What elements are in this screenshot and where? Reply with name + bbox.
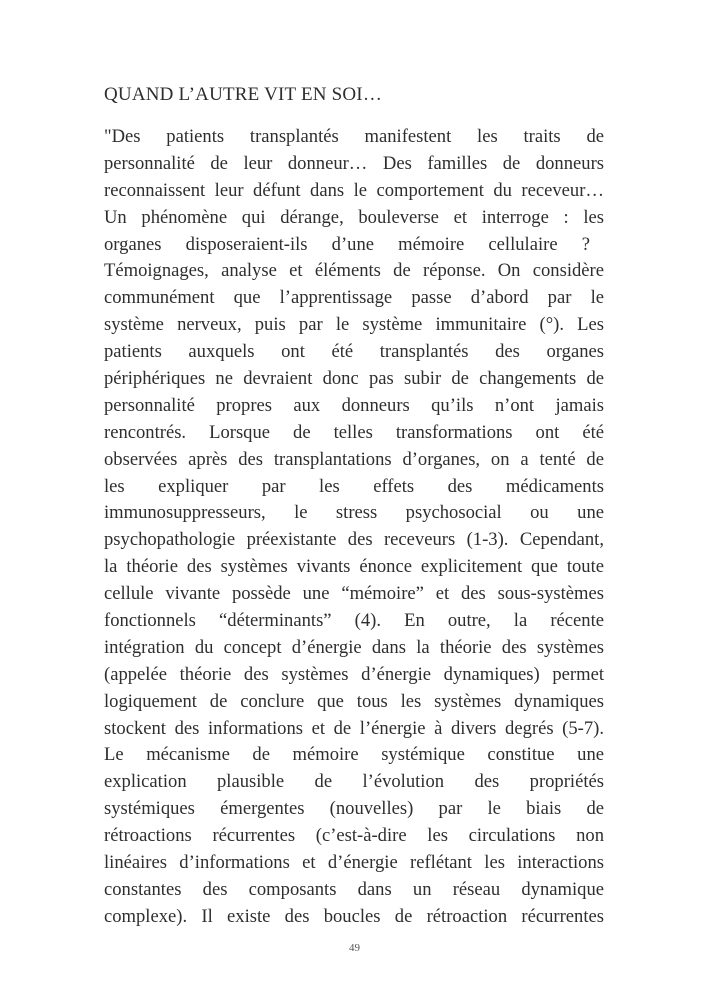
- text-line: périphériques ne devraient donc pas subir de changements de: [104, 368, 604, 390]
- text-line: observées après des transplantations d’organes, on a tenté de: [104, 448, 604, 470]
- text-line: "Des patients transplantés manifestent les traits de: [104, 126, 604, 147]
- text-line: cellule vivante possède une “mémoire” et des sous-systèmes: [104, 583, 604, 605]
- page-number: 49: [349, 942, 360, 954]
- text-line: systémiques émergentes (nouvelles) par le biais de: [104, 798, 604, 820]
- text-line: personnalité de leur donneur… Des familles de donneurs: [104, 152, 604, 174]
- text-line: système nerveux, puis par le système immunitaire (°). Les: [104, 314, 604, 336]
- text-line: les expliquer par les effets des médicaments: [104, 475, 604, 497]
- text-line: rencontrés. Lorsque de telles transformations ont été: [104, 421, 604, 443]
- body-paragraph: [104, 124, 604, 931]
- text-line: Un phénomène qui dérange, bouleverse et interroge : les: [104, 206, 604, 228]
- text-line: fonctionnels “déterminants” (4). En outre, la récente: [104, 610, 604, 632]
- text-line: organes disposeraient-ils d’une mémoire cellulaire ?: [104, 233, 590, 255]
- text-line: explication plausible de l’évolution des propriétés: [104, 771, 604, 793]
- text-line: logiquement de conclure que tous les systèmes dynamiques: [104, 690, 604, 712]
- text-line: Témoignages, analyse et éléments de réponse. On considère: [104, 260, 604, 282]
- text-line: linéaires d’informations et d’énergie reflétant les interactions: [104, 852, 604, 874]
- text-line: psychopathologie préexistante des receveurs (1-3). Cependant,: [104, 529, 604, 551]
- text-line: la théorie des systèmes vivants énonce explicitement que toute: [104, 556, 604, 578]
- text-line: personnalité propres aux donneurs qu’ils n’ont jamais: [104, 394, 604, 416]
- text-line: patients auxquels ont été transplantés des organes: [104, 341, 604, 363]
- text-line: rétroactions récurrentes (c’est-à-dire les circulations non: [104, 825, 604, 847]
- text-line: complexe). Il existe des boucles de rétroaction récurrentes: [104, 905, 604, 927]
- text-line: intégration du concept d’énergie dans la théorie des systèmes: [104, 636, 604, 658]
- text-line: stockent des informations et de l’énergie à divers degrés (5-7).: [104, 717, 604, 739]
- section-heading: QUAND L’AUTRE VIT EN SOI…: [104, 84, 383, 105]
- text-line: Le mécanisme de mémoire systémique constitue une: [104, 744, 604, 766]
- text-line: constantes des composants dans un réseau dynamique: [104, 878, 604, 900]
- text-line: (appelée théorie des systèmes d’énergie dynamiques) permet: [104, 663, 604, 685]
- text-line: reconnaissent leur défunt dans le comportement du receveur…: [104, 179, 604, 201]
- text-line: immunosuppresseurs, le stress psychosocial ou une: [104, 502, 604, 524]
- text-line: communément que l’apprentissage passe d’abord par le: [104, 287, 604, 309]
